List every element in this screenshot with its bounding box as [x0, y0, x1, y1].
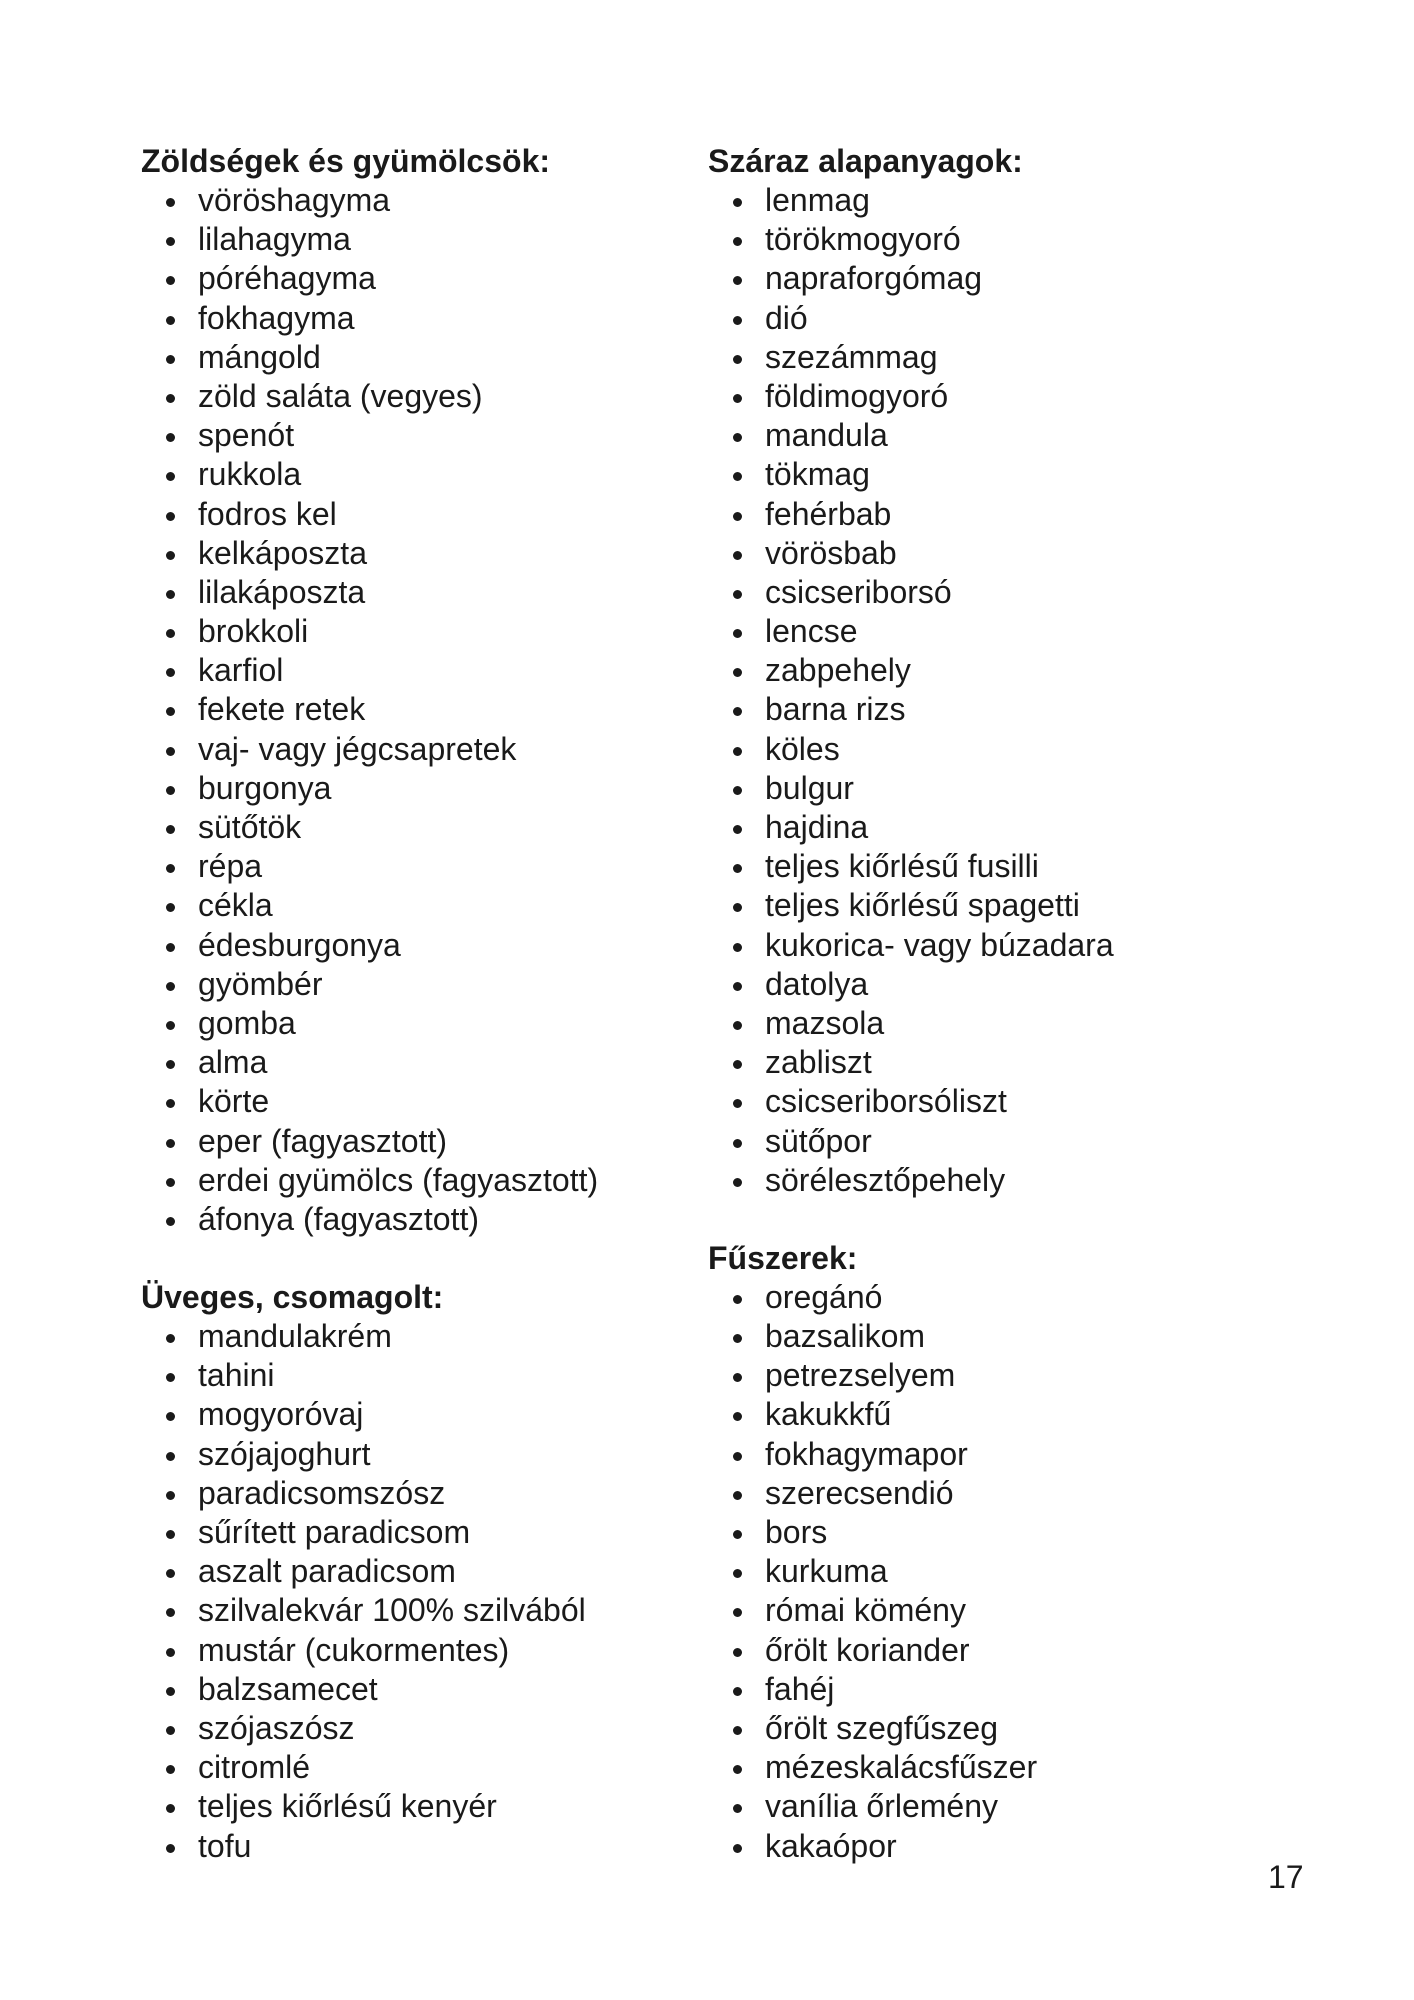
section-title: Üveges, csomagolt:: [141, 1279, 444, 1316]
list-item: fokhagyma: [141, 299, 701, 338]
list-item: lenmag: [708, 181, 1268, 220]
list-item: zöld saláta (vegyes): [141, 377, 701, 416]
list-item: őrölt szegfűszeg: [708, 1709, 1268, 1748]
list-item: szilvalekvár 100% szilvából: [141, 1591, 701, 1630]
list-item: szójajoghurt: [141, 1435, 701, 1474]
list-item: fehérbab: [708, 495, 1268, 534]
list-item: zabpehely: [708, 651, 1268, 690]
list-item: balzsamecet: [141, 1670, 701, 1709]
list-item: szerecsendió: [708, 1474, 1268, 1513]
list-item: vöröshagyma: [141, 181, 701, 220]
item-list: [141, 1317, 701, 1866]
list-item: karfiol: [141, 651, 701, 690]
list-item: kelkáposzta: [141, 534, 701, 573]
list-item: köles: [708, 730, 1268, 769]
list-item: erdei gyümölcs (fagyasztott): [141, 1161, 701, 1200]
list-item: bazsalikom: [708, 1317, 1268, 1356]
list-item: sűrített paradicsom: [141, 1513, 701, 1552]
list-item: mézeskalácsfűszer: [708, 1748, 1268, 1787]
list-item: bulgur: [708, 769, 1268, 808]
list-item: rukkola: [141, 455, 701, 494]
list-item: vanília őrlemény: [708, 1787, 1268, 1826]
list-item: kurkuma: [708, 1552, 1268, 1591]
list-item: datolya: [708, 965, 1268, 1004]
list-item: tökmag: [708, 455, 1268, 494]
list-item: lilakáposzta: [141, 573, 701, 612]
list-item: hajdina: [708, 808, 1268, 847]
list-item: eper (fagyasztott): [141, 1122, 701, 1161]
list-item: mogyoróvaj: [141, 1395, 701, 1434]
list-item: római kömény: [708, 1591, 1268, 1630]
item-list: [708, 181, 1268, 1200]
list-item: mandulakrém: [141, 1317, 701, 1356]
list-item: körte: [141, 1082, 701, 1121]
list-item: sütőpor: [708, 1122, 1268, 1161]
list-item: bors: [708, 1513, 1268, 1552]
list-item: vörösbab: [708, 534, 1268, 573]
list-item: lilahagyma: [141, 220, 701, 259]
section-fuszerek: [708, 1239, 1268, 1866]
list-item: teljes kiőrlésű fusilli: [708, 847, 1268, 886]
list-item: brokkoli: [141, 612, 701, 651]
right-column: [708, 142, 1268, 1905]
list-item: dió: [708, 299, 1268, 338]
section-title: Zöldségek és gyümölcsök:: [141, 143, 551, 179]
list-item: édesburgonya: [141, 926, 701, 965]
section-title: Száraz alapanyagok:: [708, 143, 1023, 179]
list-item: szójaszósz: [141, 1709, 701, 1748]
list-item: répa: [141, 847, 701, 886]
list-item: törökmogyoró: [708, 220, 1268, 259]
list-item: napraforgómag: [708, 259, 1268, 298]
list-item: kakukkfű: [708, 1395, 1268, 1434]
left-column: [141, 142, 701, 1905]
list-item: mazsola: [708, 1004, 1268, 1043]
item-list: [141, 181, 701, 1239]
list-item: paradicsomszósz: [141, 1474, 701, 1513]
list-item: kakaópor: [708, 1827, 1268, 1866]
list-item: fokhagymapor: [708, 1435, 1268, 1474]
list-item: tofu: [141, 1827, 701, 1866]
list-item: fodros kel: [141, 495, 701, 534]
list-item: tahini: [141, 1356, 701, 1395]
list-item: áfonya (fagyasztott): [141, 1200, 701, 1239]
section-title: Fűszerek:: [708, 1239, 858, 1276]
list-item: sütőtök: [141, 808, 701, 847]
page-number: 17: [1268, 1859, 1304, 1895]
list-item: póréhagyma: [141, 259, 701, 298]
list-item: mandula: [708, 416, 1268, 455]
section-szaraz-alapanyagok: [708, 142, 1268, 1200]
list-item: sörélesztőpehely: [708, 1161, 1268, 1200]
item-list: [708, 1278, 1268, 1866]
list-item: gyömbér: [141, 965, 701, 1004]
list-item: földimogyoró: [708, 377, 1268, 416]
list-item: mángold: [141, 338, 701, 377]
list-item: csicseriborsóliszt: [708, 1082, 1268, 1121]
list-item: lencse: [708, 612, 1268, 651]
list-item: citromlé: [141, 1748, 701, 1787]
list-item: fekete retek: [141, 690, 701, 729]
section-zoldsegek-es-gyumolcsok: [141, 142, 701, 1239]
list-item: gomba: [141, 1004, 701, 1043]
list-item: petrezselyem: [708, 1356, 1268, 1395]
list-item: kukorica- vagy búzadara: [708, 926, 1268, 965]
list-item: alma: [141, 1043, 701, 1082]
list-item: burgonya: [141, 769, 701, 808]
list-item: szezámmag: [708, 338, 1268, 377]
list-item: csicseriborsó: [708, 573, 1268, 612]
list-item: mustár (cukormentes): [141, 1631, 701, 1670]
section-uveges-csomagolt: [141, 1278, 701, 1866]
list-item: teljes kiőrlésű spagetti: [708, 886, 1268, 925]
list-item: spenót: [141, 416, 701, 455]
list-item: őrölt koriander: [708, 1631, 1268, 1670]
list-item: teljes kiőrlésű kenyér: [141, 1787, 701, 1826]
list-item: cékla: [141, 886, 701, 925]
list-item: aszalt paradicsom: [141, 1552, 701, 1591]
list-item: oregánó: [708, 1278, 1268, 1317]
list-item: barna rizs: [708, 690, 1268, 729]
list-item: vaj- vagy jégcsapretek: [141, 730, 701, 769]
list-item: fahéj: [708, 1670, 1268, 1709]
list-item: zabliszt: [708, 1043, 1268, 1082]
